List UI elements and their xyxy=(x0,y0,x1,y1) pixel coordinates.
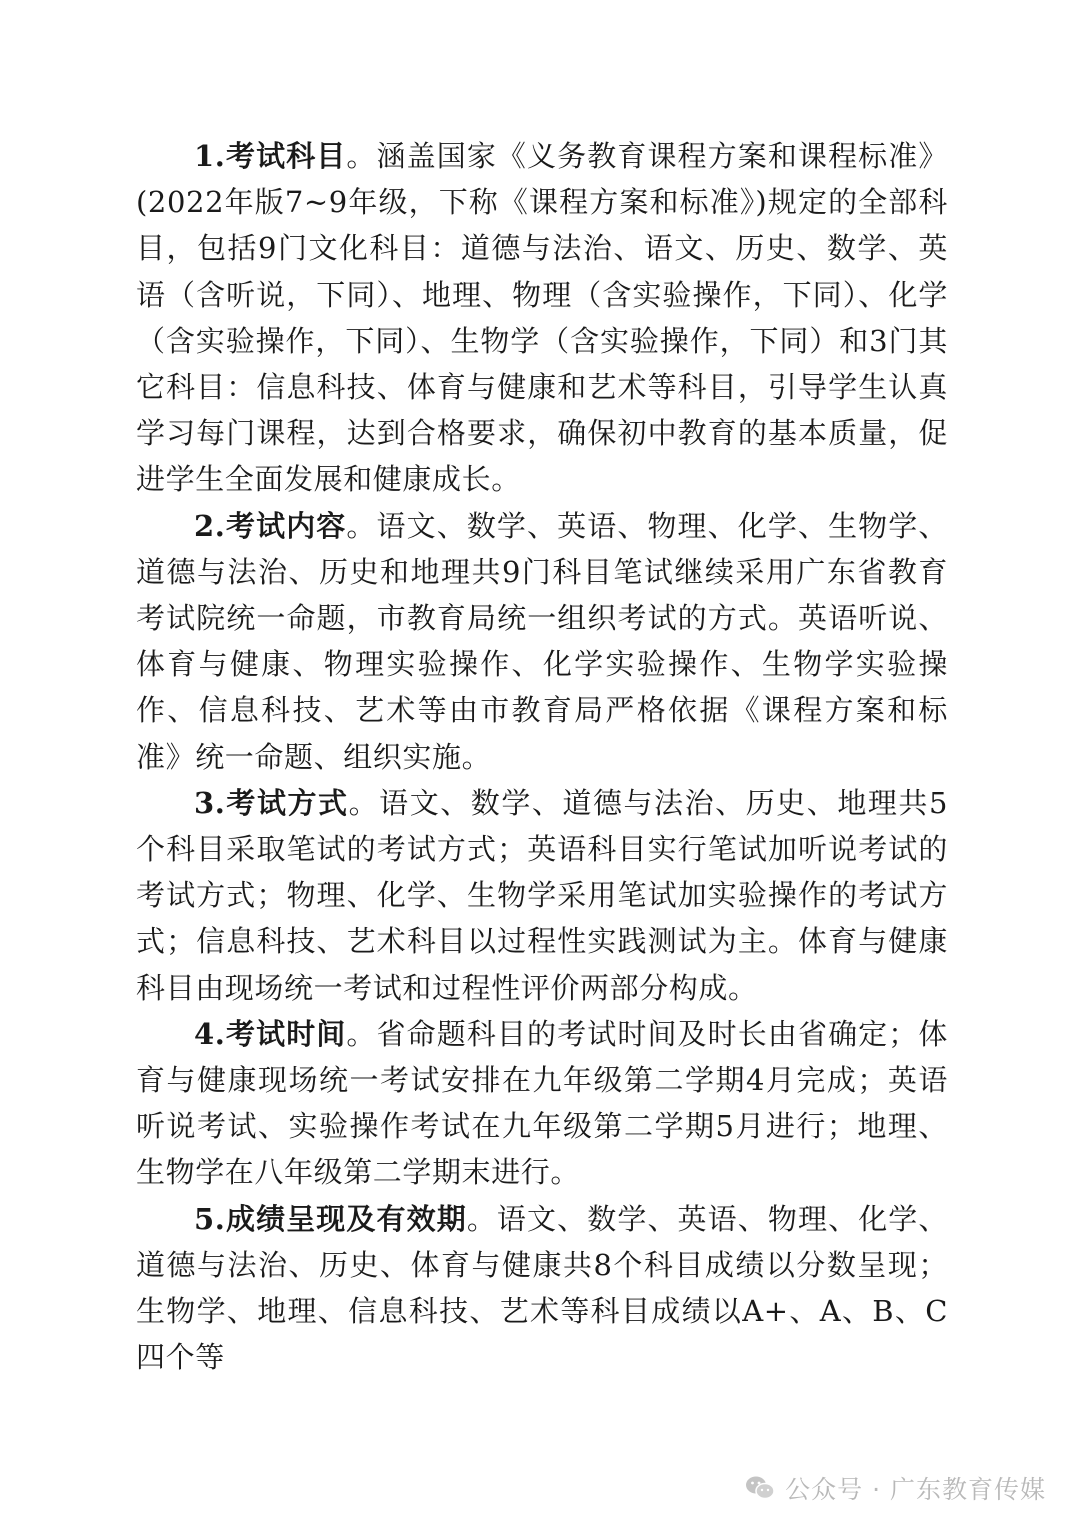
watermark-text: 公众号 · 广东教育传媒 xyxy=(785,1475,1046,1504)
paragraph-exam-time xyxy=(136,1011,948,1196)
paragraph-heading: 4.考试时间 xyxy=(194,1016,347,1051)
paragraph-exam-subjects xyxy=(136,133,948,503)
paragraph-text: 。语文、数学、英语、物理、化学、道德与法治、历史、体育与健康共8个科目成绩以分数呈现；生物学、地理、信息科技、艺术等科目成绩以A+、A、B、C四个等 xyxy=(136,1201,948,1375)
paragraph-text: 。涵盖国家《义务教育课程方案和课程标准》(2022年版7~9年级，下称《课程方案和标准》)规定的全部科目，包括9门文化科目：道德与法治、语文、历史、数学、英语（含听说，下同）、地理、物理（含实验操作，下同）、化学（含实验操作，下同）、生物学（含实验操作，下同）和3门其它科目：信息科技、体育与健康和艺术等科目，引导学生认真学习每门课程，达到合格要求，确保初中教育的基本质量，促进学生全面发展和健康成长。 xyxy=(136,139,948,497)
paragraph-exam-content xyxy=(136,503,948,780)
paragraph-text: 。省命题科目的考试时间及时长由省确定；体育与健康现场统一考试安排在九年级第二学期4月完成；英语听说考试、实验操作考试在九年级第二学期5月进行；地理、生物学在八年级第二学期末进行。 xyxy=(136,1016,948,1190)
paragraph-heading: 2.考试内容 xyxy=(194,508,347,543)
paragraph-heading: 1.考试科目 xyxy=(194,139,347,173)
paragraph-heading: 3.考试方式 xyxy=(194,785,349,820)
paragraph-exam-method xyxy=(136,780,948,1011)
paragraph-score-validity xyxy=(136,1196,948,1381)
paragraph-heading: 5.成绩呈现及有效期 xyxy=(194,1201,467,1236)
paragraph-text: 。语文、数学、英语、物理、化学、生物学、道德与法治、历史和地理共9门科目笔试继续采用广东省教育考试院统一命题，市教育局统一组织考试的方式。英语听说、体育与健康、物理实验操作、化学实验操作、生物学实验操作、信息科技、艺术等由市教育局严格依据《课程方案和标准》统一命题、组织实施。 xyxy=(136,508,948,774)
wechat-icon xyxy=(745,1475,775,1501)
watermark xyxy=(745,1470,1046,1506)
paragraph-text: 。语文、数学、道德与法治、历史、地理共5个科目采取笔试的考试方式；英语科目实行笔试加听说考试的考试方式；物理、化学、生物学采用笔试加实验操作的考试方式；信息科技、艺术科目以过程性实践测试为主。体育与健康科目由现场统一考试和过程性评价两部分构成。 xyxy=(136,785,949,1005)
document-body xyxy=(136,133,948,1380)
